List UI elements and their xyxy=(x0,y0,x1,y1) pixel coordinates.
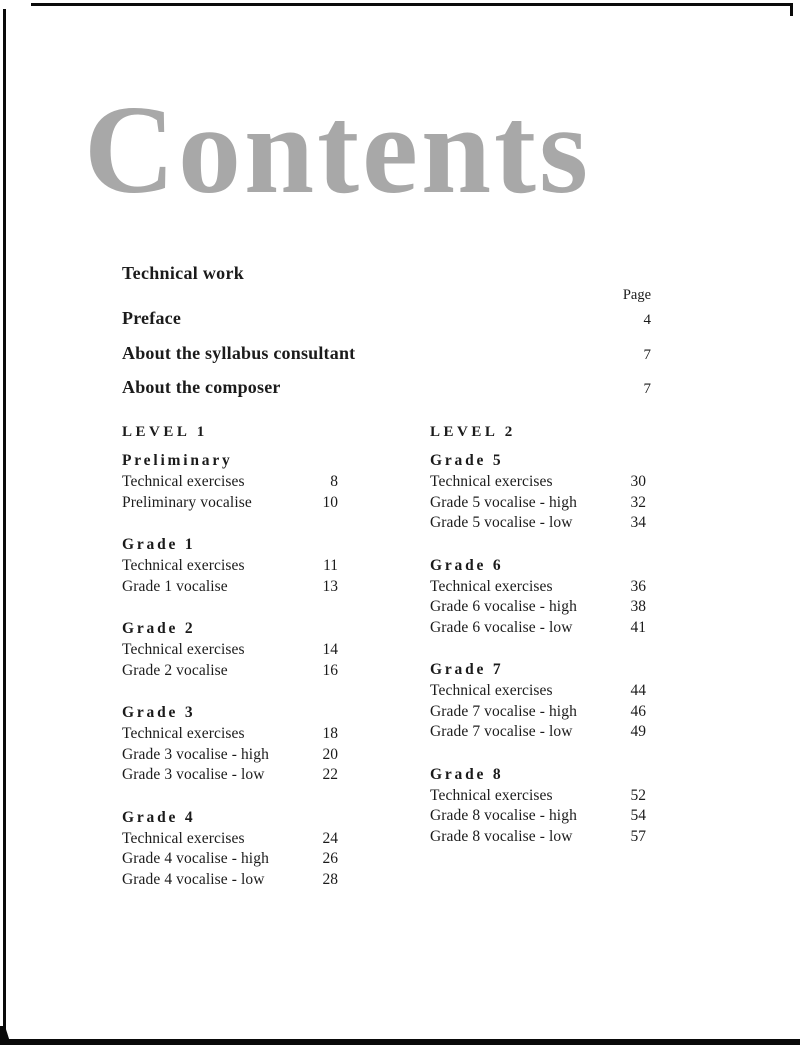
toc-row xyxy=(122,870,338,891)
toc-entry-label: Technical exercises xyxy=(122,557,245,574)
toc-section xyxy=(430,764,646,848)
toc-entry-page: 28 xyxy=(322,870,338,888)
level-columns xyxy=(122,422,646,911)
toc-entry-label: Grade 7 vocalise - high xyxy=(430,702,577,720)
toc-section xyxy=(430,659,646,743)
toc-row xyxy=(430,513,646,534)
toc-entry-label: Grade 3 vocalise - high xyxy=(122,745,269,763)
toc-row xyxy=(430,618,646,639)
toc-row xyxy=(430,827,646,848)
section-heading: Grade 3 xyxy=(122,704,196,721)
toc-entry-label: Grade 5 vocalise - high xyxy=(430,493,577,511)
toc-row xyxy=(430,577,646,598)
toc-row xyxy=(430,722,646,743)
toc-entry-label: Grade 4 vocalise - low xyxy=(122,870,265,888)
toc-entry-page: 11 xyxy=(323,557,338,574)
toc-entry-page: 44 xyxy=(630,682,646,699)
toc-row xyxy=(122,849,338,870)
toc-entry-label: Grade 7 vocalise - low xyxy=(430,723,573,740)
toc-entry-page: 36 xyxy=(630,577,646,595)
toc-entry-label: Technical exercises xyxy=(430,577,553,595)
scan-edge-bottom-left xyxy=(0,1026,11,1045)
toc-entry-label: Grade 3 vocalise - low xyxy=(122,766,265,783)
toc-entry-page: 22 xyxy=(322,766,338,783)
toc-row xyxy=(122,765,338,786)
section-heading: Grade 6 xyxy=(430,556,504,574)
toc-entry-page: 54 xyxy=(630,807,646,824)
toc-section xyxy=(122,534,338,597)
toc-row xyxy=(430,702,646,723)
toc-row xyxy=(430,472,646,493)
toc-entry-label: Grade 2 vocalise xyxy=(122,661,228,679)
toc-entry-label: Grade 1 vocalise xyxy=(122,577,228,595)
toc-section xyxy=(122,450,338,513)
toc-entry-label: Technical exercises xyxy=(122,641,245,658)
section-heading: Grade 4 xyxy=(122,808,196,826)
toc-row xyxy=(122,577,338,598)
front-matter-label: About the syllabus consultant xyxy=(122,343,356,363)
toc-row xyxy=(122,745,338,766)
front-matter-row xyxy=(122,377,651,398)
toc-row xyxy=(430,786,646,807)
toc-row xyxy=(430,681,646,702)
toc-entry-label: Technical exercises xyxy=(122,725,245,742)
toc-entry-page: 49 xyxy=(630,723,646,740)
page-title: Contents xyxy=(84,81,592,220)
front-matter-page: 7 xyxy=(643,381,651,397)
toc-entry-page: 52 xyxy=(630,786,646,804)
toc-entry-label: Grade 8 vocalise - low xyxy=(430,827,573,845)
technical-work-heading: Technical work xyxy=(122,263,245,283)
toc-entry-page: 38 xyxy=(630,598,646,615)
front-matter-label: Preface xyxy=(122,308,182,328)
toc-entry-label: Technical exercises xyxy=(122,473,245,490)
toc-entry-label: Technical exercises xyxy=(122,829,245,847)
toc-entry-page: 34 xyxy=(630,514,646,531)
section-heading: Grade 1 xyxy=(122,536,196,553)
toc-entry-label: Grade 6 vocalise - low xyxy=(430,618,573,636)
toc-row xyxy=(430,597,646,618)
toc-entry-page: 41 xyxy=(630,618,646,636)
toc-entry-label: Grade 5 vocalise - low xyxy=(430,514,573,531)
front-matter-row xyxy=(122,343,651,364)
toc-row xyxy=(122,724,338,745)
level-heading: LEVEL 2 xyxy=(430,424,516,440)
toc-entry-page: 46 xyxy=(630,702,646,720)
toc-entry-page: 13 xyxy=(322,577,338,595)
section-heading: Grade 5 xyxy=(430,452,504,469)
section-heading: Grade 7 xyxy=(430,661,504,678)
toc-entry-page: 26 xyxy=(322,850,338,867)
toc-row xyxy=(430,493,646,514)
toc-entry-label: Technical exercises xyxy=(430,786,553,804)
front-matter-page: 7 xyxy=(643,347,651,363)
toc-row xyxy=(122,472,338,493)
toc-entry-page: 18 xyxy=(322,725,338,742)
section-heading: Grade 8 xyxy=(430,765,504,783)
level-1-column xyxy=(122,422,338,911)
toc-entry-page: 20 xyxy=(322,745,338,763)
toc-entry-label: Preliminary vocalise xyxy=(122,493,252,511)
scan-edge-top-right xyxy=(790,3,793,16)
toc-entry-label: Grade 6 vocalise - high xyxy=(430,598,577,615)
toc-row xyxy=(122,556,338,577)
toc-entry-page: 32 xyxy=(630,493,646,511)
toc-entry-page: 30 xyxy=(630,473,646,490)
toc-entry-label: Technical exercises xyxy=(430,473,553,490)
level-heading: LEVEL 1 xyxy=(122,424,208,440)
toc-row xyxy=(122,640,338,661)
front-matter-label: About the composer xyxy=(122,377,281,397)
scan-edge-top xyxy=(31,3,793,6)
toc-entry-page: 8 xyxy=(330,473,338,490)
toc-row xyxy=(122,829,338,850)
section-heading: Preliminary xyxy=(122,452,233,469)
toc-section xyxy=(122,702,338,786)
toc-row xyxy=(122,661,338,682)
toc-entry-page: 24 xyxy=(322,829,338,847)
front-matter-row xyxy=(122,308,651,329)
toc-section xyxy=(122,618,338,681)
toc-row xyxy=(430,806,646,827)
section-heading: Grade 2 xyxy=(122,620,196,637)
toc-entry-page: 16 xyxy=(322,661,338,679)
scan-edge-bottom xyxy=(0,1039,800,1045)
toc-entry-label: Grade 4 vocalise - high xyxy=(122,850,269,867)
toc-row xyxy=(122,493,338,514)
toc-entry-page: 14 xyxy=(322,641,338,658)
toc-entry-page: 10 xyxy=(322,493,338,511)
toc-section xyxy=(430,555,646,639)
toc-entry-label: Grade 8 vocalise - high xyxy=(430,807,577,824)
level-2-column xyxy=(430,422,646,911)
front-matter-page: 4 xyxy=(643,312,651,328)
scan-edge-left xyxy=(3,9,6,1044)
toc-entry-label: Technical exercises xyxy=(430,682,553,699)
toc-entry-page: 57 xyxy=(630,827,646,845)
page-column-label: Page xyxy=(622,287,651,303)
toc-section xyxy=(122,807,338,891)
toc-section xyxy=(430,450,646,534)
